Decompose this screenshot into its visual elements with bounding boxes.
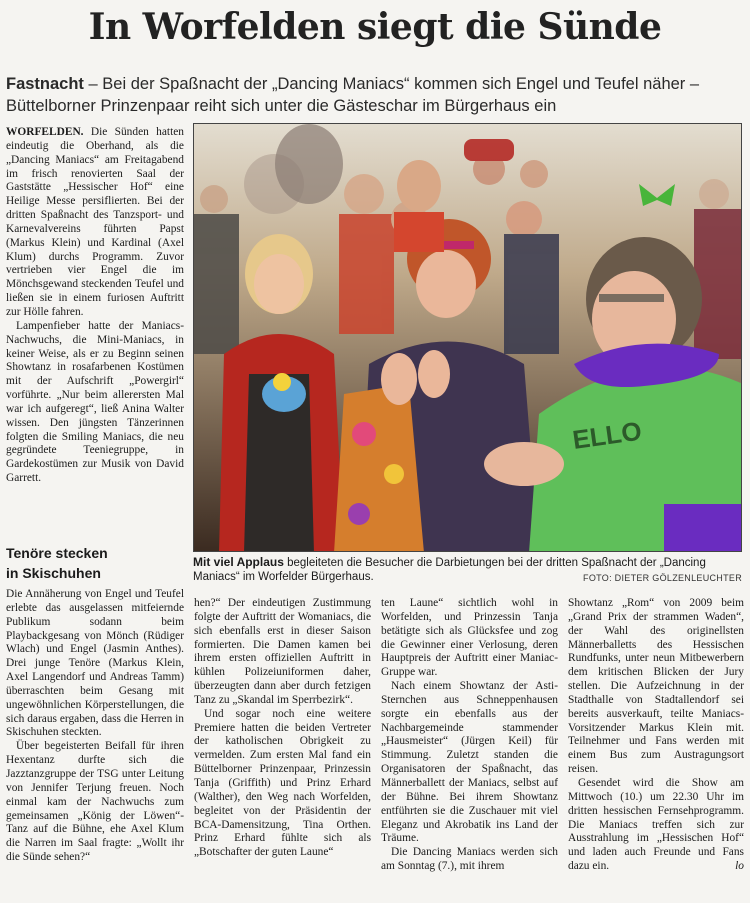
subhead-text: – Bei der Spaßnacht der „Dancing Maniacs“ kommen sich Engel und Teufel näher – Büttelborner Prinzenpaar reiht sich unter die Gästeschar im Bürgerhaus ein [6,75,700,115]
kicker: Fastnacht [6,75,84,93]
paragraph: ten Laune“ sichtlich wohl in Worfelden, und Prinzessin Tanja betätigte sich als Glücksfee und zog die Gewinner einer Verlosung, deren Hauptpreis der Auftritt einer Maniac-Gruppe war. [381,597,558,679]
headline: In Worfelden siegt die Sünde [88,6,662,48]
subheadline [6,73,746,117]
paragraph: Showtanz „Rom“ von 2009 beim „Grand Prix der strammen Waden“, der Wahl des originellsten Männerballetts des Hessischen Rundfunks, unter neun Mitbewerbern dem kritischen Blicken der Jury stellen. Die Aufzeichnung in der Stadthalle von Stadtallendorf sei bereits ausverkauft, teilte Maniacs-Vorsitzender Markus Klein mit. Teilnehmer und Fans werden mit einem Bus zum Austragungsort reisen. [568,597,744,776]
paragraph: hen?“ Der eindeutigen Zustimmung folgte der Auftritt der Womaniacs, die sich ebenfalls erst in dieser Saison formierten. Die Damen kamen bei ihrem ersten offiziellen Auftritt in kühlen Polizeiuniformen daher, überzeugten dann aber durch fetzigen Tanz zu „Skandal im Sperrbezirk“. [194,597,371,706]
section-heading [6,543,184,583]
column-2 [194,597,371,895]
caption-text: begleiteten die Besucher die Darbietungen bei der dritten Spaßnacht der „Dancing Maniacs“ im Worfelder Bürgerhaus. [193,557,706,583]
section-heading-line-2: in Skischuhen [6,565,101,581]
column-1-lower [6,588,184,893]
column-4 [568,597,744,895]
dateline: WORFELDEN. [6,126,84,138]
author-signature: lo [735,860,744,873]
caption-lead: Mit viel Applaus [193,555,284,569]
paragraph: Die Annäherung von Engel und Teufel erlebte das ausgelassen mitfeiernde Publikum sodann beim Playbackgesang von Mönch (Rüdiger Wlach) und Engel (Jasmin Anthes). Drei junge Tenöre (Markus Klein, Axel Langendorf und Andreas Tamm) überraschten beim Gesang mit ungewöhnlichen Körperstellungen, die sich daraus ergaben, dass die Herren in Skischuhen steckten. [6,588,184,739]
paragraph: Die Dancing Maniacs werden sich am Sonntag (7.), mit ihrem [381,846,558,873]
paragraph: Gesendet wird die Show am Mittwoch (10.) um 22.30 Uhr im dritten hessischen Fernsehprogramm. Die Maniacs treffen sich zur Ausstrahlung im „Hessischen Hof“ und laden auch Freunde und Fans dazu ein. [568,776,744,873]
column-3 [381,597,558,895]
intro-paragraph-2: Lampenfieber hatte der Maniacs-Nachwuchs, die Mini-Maniacs, in keiner Weise, als er zu Beginn seinen Showtanz in rosafarbenen Kostümen mit der Aufschrift „Powergirl“ vorführte. „Nur beim allerersten Mal war ich aufgeregt“, ließ Anina Walter wissen. Den jüngsten Tänzerinnen folgten die Smiling Maniacs, die neu gegründete Teeniegruppe, in Gardekostümen zur Musik von David Garrett. [6,319,184,485]
photo-illustration [194,124,742,552]
intro-paragraph-1: Die Sünden hatten eindeutig die Oberhand, als die „Dancing Maniacs“ am Freitagabend im frisch renovierten Saal der Gaststätte „Hessischer Hof“ eine Heilige Messe persiflierten. Bei der dritten Spaßnacht des Tanzsport- und Karnevalvereins führten Papst (Markus Klein) und Kardinal (Axel Klum) durchs Programm. Zuvor vertrieben vier Engel die im Mönchsgewand steckenden Teufel und ließen sie in einem furiosen Auftritt zur Hölle fahren. [6,126,184,318]
paragraph: Nach einem Showtanz der Asti-Sternchen aus Schneppenhausen sorgte ein ebenfalls aus der Nachbargemeinde stammender „Hausmeister“ (Jürgen Keil) für Stimmung. Zuletzt standen die Organisatoren der Spaßnacht, das Männerballett der Maniacs, selbst auf der Bühne. Bei ihrem Showtanz entführten sie die Zuschauer mit viel Eleganz und Akrobatik ins Land der Träume. [381,680,558,845]
paragraph: Und sogar noch eine weitere Premiere hatten die beiden Vertreter der katholischen Obrigkeit zu vermelden. Zum ersten Mal fand ein Büttelborner Prinzenpaar, Prinzessin Tanja (Griffith) und Prinz Erhard (Walther), den Weg nach Worfelden, begleitet von der Präsidentin der BCA-Damensitzung, Tina Orthen. Prinz Erhard fühlte sich als „Botschafter der guten Laune“ [194,707,371,859]
column-1-intro [6,126,184,531]
section-heading-line-1: Tenöre stecken [6,545,108,561]
costume-text: ELLO [570,415,644,455]
paragraph: Über begeisterten Beifall für ihren Hexentanz durfte sich die Jazztanzgruppe der TSG unter Leitung von Jennifer Terjung freuen. Noch einmal kam der Nachwuchs zum gemeinsamen „König der Löwen“-Tanz auf die Bühne, ehe Axel Klum die Narren im Saal fragte: „Wollt ihr die Sünde sehen?“ [6,740,184,864]
article-photo [193,123,742,552]
photo-credit: FOTO: DIETER GÖLZENLEUCHTER [583,573,742,583]
